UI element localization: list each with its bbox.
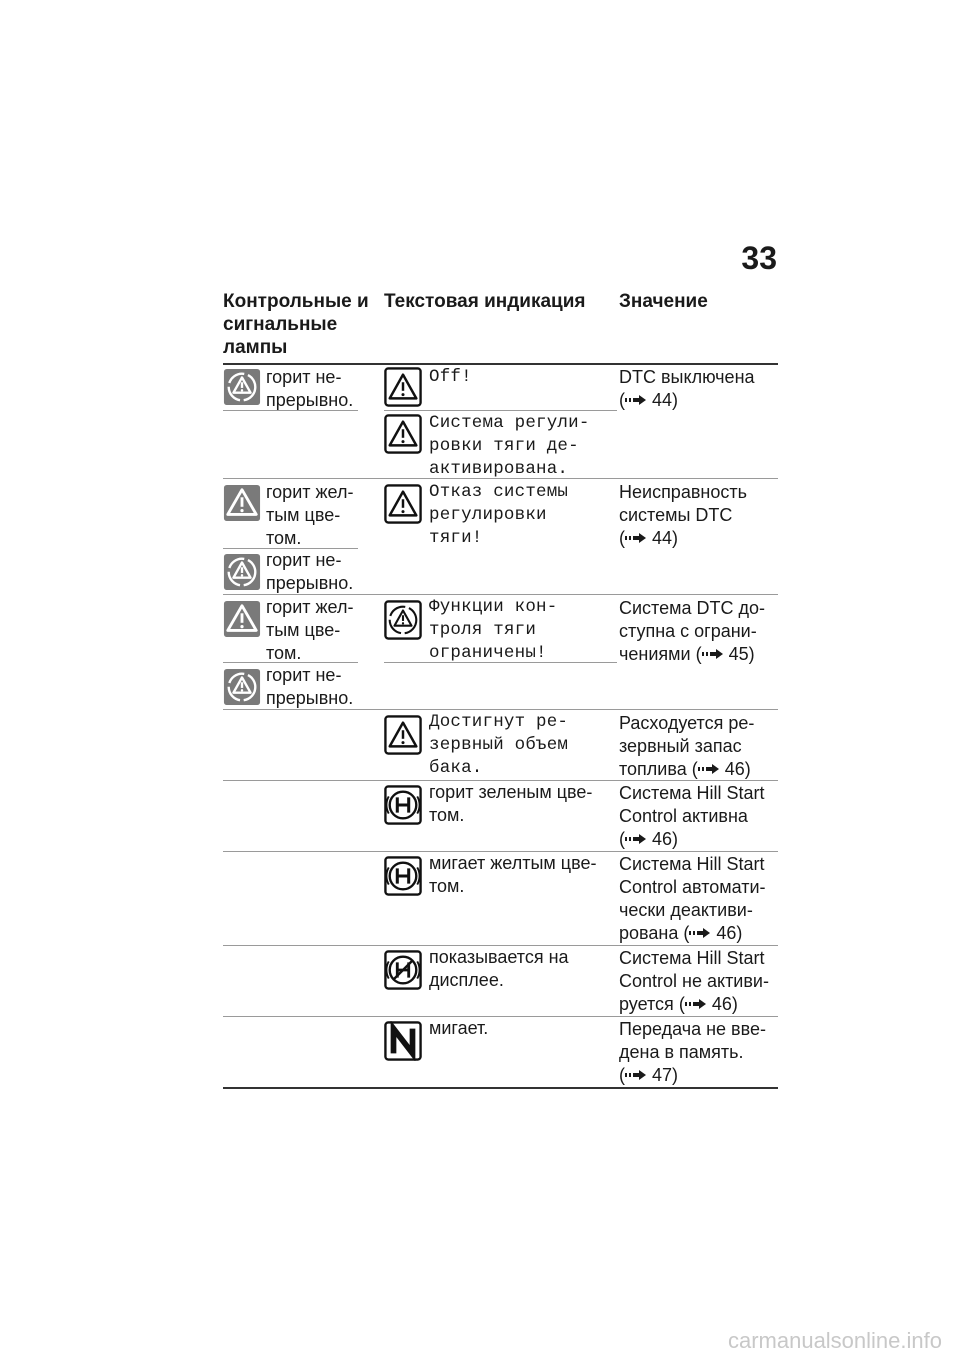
reference-paren: ( <box>619 390 625 410</box>
table-bottom-rule <box>223 1087 778 1089</box>
reference-arrow-icon <box>698 764 720 774</box>
row-divider <box>223 709 778 710</box>
display-text: мигает. <box>429 1018 489 1038</box>
lamp-state: горит не-прерывно. <box>266 665 354 708</box>
reference-arrow-icon <box>625 834 647 844</box>
reference-arrow-icon <box>689 928 711 938</box>
warning-triangle-display-icon <box>384 367 422 407</box>
meaning-label: DTC выключена <box>619 367 755 387</box>
hill-start-control-icon <box>384 856 422 896</box>
reference-arrow-icon <box>625 395 647 405</box>
warning-triangle-lamp-icon <box>223 484 261 522</box>
page-reference <box>619 390 678 410</box>
row-divider <box>384 410 617 411</box>
meaning-text <box>619 366 779 412</box>
reference-paren: ( <box>619 1065 625 1085</box>
reference-paren: ( <box>695 644 702 664</box>
reference-page: 46) <box>652 829 679 849</box>
display-text: горит зеленым цве-том. <box>429 782 593 825</box>
meaning-text <box>619 1018 774 1087</box>
meaning-text <box>619 481 774 550</box>
display-text: мигает желтым цве-том. <box>429 853 597 896</box>
reference-arrow-icon <box>625 533 647 543</box>
display-text: Отказ системы регулировки тяги! <box>429 482 569 548</box>
reference-page: 46) <box>716 923 743 943</box>
reference-arrow-icon <box>685 999 707 1009</box>
reference-paren: ( <box>619 528 625 548</box>
display-text: Достигнут ре-зервный объем бака. <box>429 712 569 778</box>
meaning-label: Система DTC до-ступна с ограни-чениями <box>619 598 765 664</box>
row-divider <box>384 662 617 663</box>
lamp-state: горит не-прерывно. <box>266 367 354 410</box>
meaning-text <box>619 947 774 1016</box>
dtc-warning-lamp-icon <box>223 368 261 406</box>
reference-page: 45) <box>728 644 755 664</box>
page-number: 33 <box>741 240 777 276</box>
reference-page: 44) <box>652 390 679 410</box>
warning-triangle-display-icon <box>384 414 422 454</box>
warning-triangle-lamp-icon <box>223 600 261 638</box>
meaning-text <box>619 597 774 666</box>
meaning-label: Неисправность системы DTC <box>619 482 747 525</box>
meaning-text <box>619 712 774 781</box>
reference-paren: ( <box>619 829 625 849</box>
row-divider <box>223 410 358 411</box>
row-divider <box>223 594 778 595</box>
display-text: Функции кон-троля тяги ограничены! <box>429 597 558 663</box>
reference-arrow-icon <box>625 1070 647 1080</box>
page-reference <box>696 644 755 664</box>
meaning-text <box>619 782 774 851</box>
row-divider <box>223 662 358 663</box>
dtc-warning-lamp-icon <box>223 668 261 706</box>
header-lamps: Контрольные и сигнальные лампы <box>223 291 369 358</box>
display-text: показывается на дисплее. <box>429 947 569 990</box>
warning-triangle-display-icon <box>384 484 422 524</box>
reference-page: 44) <box>652 528 679 548</box>
page-reference <box>619 1065 678 1085</box>
header-meaning: Значение <box>619 291 708 312</box>
meaning-label: Система Hill Start Control автомати-чески деактиви-рована <box>619 854 766 943</box>
display-text: Off! <box>429 367 472 387</box>
hill-start-control-icon <box>384 785 422 825</box>
neutral-gear-icon <box>384 1021 422 1061</box>
reference-page: 47) <box>652 1065 679 1085</box>
display-text: Система регули-ровки тяги де-активирована. <box>429 413 590 479</box>
reference-paren: ( <box>683 923 690 943</box>
page-reference <box>619 528 678 548</box>
hill-start-control-off-icon <box>384 950 422 990</box>
meaning-label: Система Hill Start Control активна <box>619 783 765 826</box>
row-divider <box>223 478 778 479</box>
meaning-label: Система Hill Start Control не активи-руется <box>619 948 769 1014</box>
reference-paren: ( <box>691 759 698 779</box>
header-text-display: Текстовая индикация <box>384 291 586 312</box>
watermark: carmanualsonline.info <box>727 1328 942 1353</box>
page-reference <box>683 923 742 943</box>
warning-triangle-display-icon <box>384 715 422 755</box>
reference-arrow-icon <box>702 649 724 659</box>
dtc-display-icon <box>384 600 422 640</box>
page-reference <box>619 829 678 849</box>
meaning-label: Передача не вве-дена в память. <box>619 1019 766 1062</box>
reference-paren: ( <box>678 994 685 1014</box>
meaning-text <box>619 853 774 945</box>
page-reference <box>692 759 751 779</box>
page-reference <box>679 994 738 1014</box>
lamp-state: горит жел-тым цве-том. <box>266 482 354 548</box>
lamp-state: горит жел-тым цве-том. <box>266 597 354 663</box>
dtc-warning-lamp-icon <box>223 553 261 591</box>
reference-page: 46) <box>711 994 738 1014</box>
meaning-label: Расходуется ре-зервный запас топлива <box>619 713 755 779</box>
lamp-state: горит не-прерывно. <box>266 550 354 593</box>
reference-page: 46) <box>724 759 751 779</box>
header-rule <box>223 363 778 365</box>
